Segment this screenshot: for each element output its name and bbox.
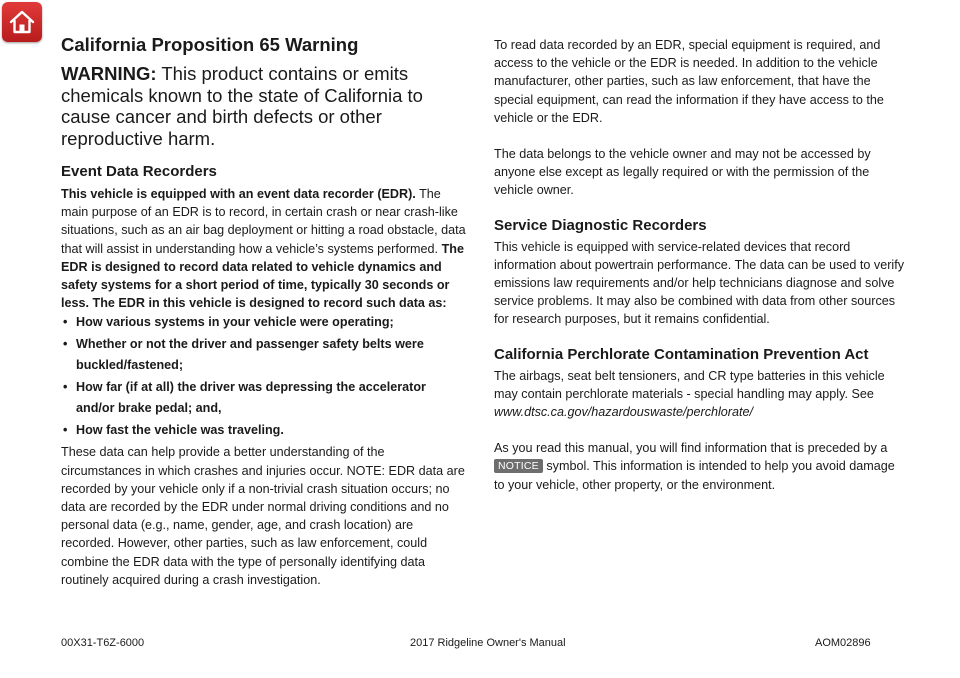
prop65-title: California Proposition 65 Warning xyxy=(61,34,359,55)
footer-code: 00X31-T6Z-6000 xyxy=(61,637,145,649)
notice-paragraph xyxy=(494,439,904,494)
edr-ownership-paragraph: The data belongs to the vehicle owner and may not be accessed by anyone else except as legally required or with the permission of the vehicle owner. xyxy=(494,147,871,198)
edr-heading: Event Data Recorders xyxy=(61,163,217,180)
list-item: • How various systems in your vehicle were operating; xyxy=(61,312,467,334)
list-item: • How far (if at all) the driver was depressing the accelerator and/or brake pedal; and, xyxy=(61,377,467,420)
footer-doc-id: AOM02896 xyxy=(815,637,871,649)
notice-post: symbol. This information is intended to help you avoid damage to your vehicle, other property, or the environment. xyxy=(494,459,895,492)
notice-badge: NOTICE xyxy=(494,459,543,473)
perchlorate-heading: California Perchlorate Contamination Prevention Act xyxy=(494,345,869,363)
sdr-heading: Service Diagnostic Recorders xyxy=(494,216,707,234)
right-column xyxy=(494,36,904,494)
left-column xyxy=(61,33,467,589)
perchlorate-link[interactable]: www.dtsc.ca.gov/hazardouswaste/perchlorate/ xyxy=(494,405,754,420)
prop65-warning xyxy=(61,63,467,149)
list-item: • Whether or not the driver and passenger safety belts were buckled/fastened; xyxy=(61,334,467,377)
edr-bullet-list xyxy=(61,312,467,441)
warning-text: This product contains or emits chemicals known to the state of California to cause cancer and birth defects or other reproductive harm. xyxy=(61,63,423,149)
sdr-paragraph: This vehicle is equipped with service-related devices that record information about powertrain performance. The data can be used to verify emissions law requirements and/or help technicians diagnose and solve service problems. It may also be combined with data from other sources for research purposes, but it remains confidential. xyxy=(494,239,904,327)
home-button[interactable] xyxy=(2,2,42,42)
edr-closing: These data can help provide a better understanding of the circumstances in which crashes and injuries occur. NOTE: EDR data are recorded by your vehicle only if a non-trivial crash situation occurs; no data are recorded by the EDR under normal driving conditions and no personal data (e.g., name, gender, age, and crash location) are recorded. However, other parties, such as law enforcement, could combine the EDR data with the type of personally identifying data routinely acquired during a crash investigation. xyxy=(61,445,465,587)
edr-intro-text: The main purpose of an EDR is to record, in certain crash or near crash-like situations, such as an air bag deployment or hitting a road obstacle, data that will assist in understanding how a vehicle’s systems performed. xyxy=(61,187,466,256)
footer-manual-title: 2017 Ridgeline Owner's Manual xyxy=(410,637,566,649)
edr-access-paragraph: To read data recorded by an EDR, special equipment is required, and access to the vehicle or the EDR is needed. In addition to the vehicle manufacturer, other parties, such as law enforcement, that have the special equipment, can read the information if they have access to the vehicle or the EDR. xyxy=(494,38,884,125)
perchlorate-paragraph xyxy=(494,367,904,422)
list-item: • How fast the vehicle was traveling. xyxy=(61,420,467,442)
edr-intro-bold: This vehicle is equipped with an event data recorder (EDR). xyxy=(61,187,416,201)
edr-intro-bold2: The EDR is designed to record data related to vehicle dynamics and safety systems for a short period of time, typically 30 seconds or less. The EDR in this vehicle is designed to record such data as: xyxy=(61,241,464,311)
warning-label: WARNING: xyxy=(61,63,157,84)
notice-pre: As you read this manual, you will find information that is preceded by a xyxy=(494,441,888,456)
perchlorate-text: The airbags, seat belt tensioners, and CR type batteries in this vehicle may contain perchlorate materials - special handling may apply. See xyxy=(494,368,885,401)
edr-intro xyxy=(61,185,467,312)
home-icon xyxy=(7,7,37,37)
